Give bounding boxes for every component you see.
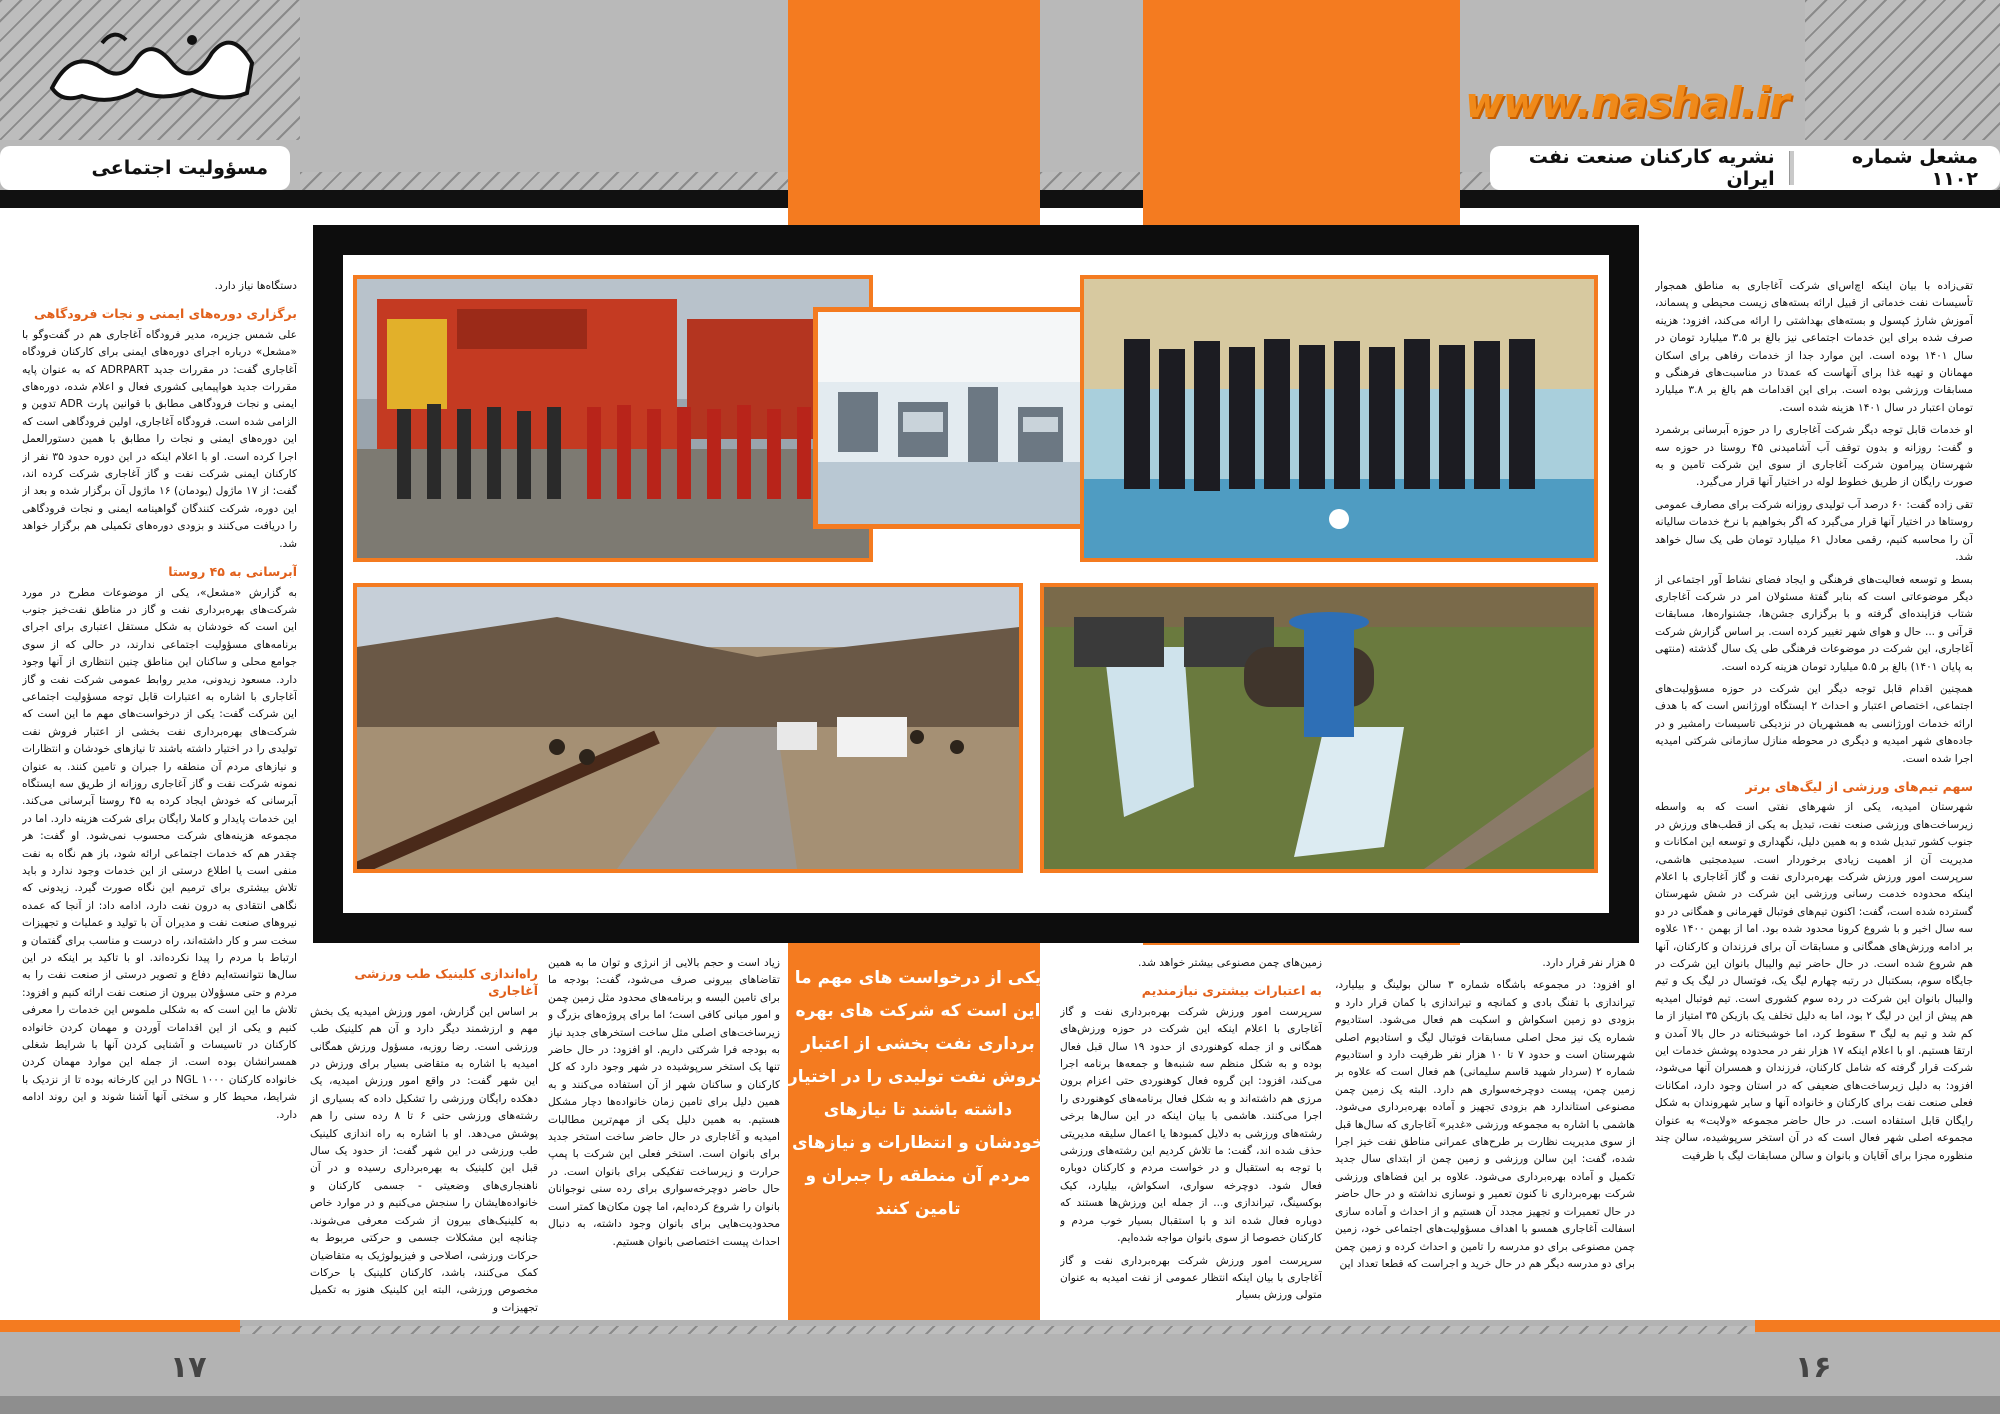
issue-bar: [1490, 146, 2000, 190]
section-title-bar: [0, 146, 290, 190]
footer-accent-right: [1755, 1320, 2000, 1332]
paragraph: تقی‌زاده با بیان اینکه اچ‌اس‌ای شرکت آغاجاری به مناطق همجوار تأسیسات نفت خدماتی از قبیل ارائه بسته‌های زیست محیطی و پسماند، آموزش شارژ کپسول و بسته‌های بهداشتی را ارائه می‌کند، افزود: هزینه صرف شده برای این خدمات اجتماعی نیز بالغ بر ۳.۵ میلیارد تومان در سال ۱۴۰۱ بوده است. این موارد جدا از خدمات رفاهی برای اسکان مهمانان و تهیه غذا برای آنهاست که عمدتا در مناسبت‌های فرهنگی و مسابقات ورزشی بوده است. برای این اقدامات هم بالغ بر ۳.۸ میلیارد تومان اعتبار در سال ۱۴۰۱ هزینه شده است.: [1655, 280, 1973, 414]
text-column-left: [22, 278, 297, 1318]
text-column-c1: [310, 955, 538, 1320]
page-number-right: ۱۶: [1795, 1350, 1832, 1385]
orange-column-left-top: [788, 0, 1040, 225]
orange-column-right-top: [1143, 0, 1460, 225]
bar-divider: [1789, 151, 1795, 185]
section-title: مسؤولیت اجتماعی: [91, 157, 268, 179]
paragraph: به گزارش «مشعل»، یکی از موضوعات مطرح در مورد شرکت‌های بهره‌برداری نفت و گاز در مناطق نفت‌خیز جنوب این است که خودشان به شکل مستقل اعتباری برای اجرای برنامه‌های مسؤولیت اجتماعی ندارند، در حالی که از سوی جوامع محلی و ساکنان این مناطق چنین انتظاری از آنها وجود دارد. مسعود زیدونی، مدیر روابط عمومی شرکت نفت و گاز آغاجاری با اشاره به اعتبارات قابل توجه مسؤولیت اجتماعی این شرکت گفت: یکی از درخواست‌های مهم ما این است که شرکت‌های بهره‌برداری نفت بخشی از اعتبار فروش نفت تولیدی را در اختیار داشته باشند تا نیازهای خودشان و انتظارات و نیازهای مردم آن منطقه را جبران و تامین کنند. به عنوان نمونه شرکت نفت و گاز آغاجاری روزانه از طریق سه ایستگاه آبرسانی که خودش ایجاد کرده به ۴۵ روستا آبرسانی می‌کند. این خدمات پایدار و کاملا رایگان برای شرکت هزینه دارد. اما در مجموعه هزینه‌های شرکت محسوب نمی‌شود. او گفت: هر چقدر هم که خدمات اجتماعی ارائه شود، باز هم نگاه به نفت منفی است یا اطلاع درستی از این خدمات وجود ندارد و باید تلاش بیشتری برای ترمیم این نگاه صورت گیرد. زیدونی که نگاهی انتقادی به درون نفت دارد، ادامه داد: از آنجا که عمده نیروهای صنعت نفت و مدیران آن با تولید و عملیات و تجهیزات سخت سر و کار داشته‌اند، راه درست و مناسب برای گفتمان و ارتباط با مردم را پیدا نکرده‌اند. او با تاکید بر اینکه در این سال‌ها نتوانسته‌ایم دفاع و تصویر درستی از صنعت نفت را به مردم و حتی مسؤولان بیرون از صنعت نفت ارائه کنیم و افزود: تلاش ما این است که به شکلی ملموس این خدمات را معرفی کنیم و یکی از این اقدامات آوردن و مهمان کردن خانواده کارکنان در تاسیسات و آشنایی کردن آنها با شرایط شغلی همسرانشان بوده است. از جمله این موارد مهمان کردن خانواده کارکنان NGL ۱۰۰۰ در این کارخانه بوده تا از نزدیک با شرایط، محیط کار و سختی آنها آشنا شوند و این روند ادامه دارد.: [22, 586, 297, 1121]
paragraph: سرپرست امور ورزش شرکت بهره‌برداری نفت و گاز آغاجاری با بیان اینکه انتظار عمومی از نفت امیدیه به عنوان متولی ورزش بسیار: [1060, 1254, 1322, 1302]
text-column-c2: [548, 955, 780, 1320]
paragraph: بر اساس این گزارش، امور ورزش امیدیه یک بخش مهم و ارزشمند دیگر دارد و آن هم کلینیک طب ورزشی است. رضا روزبه، مسؤول ورزش همگانی امیدیه با اشاره به متقاضی بسیار برای ورزش در این شهر گفت: در واقع امور ورزش امیدیه، یک دهکده رایگان ورزشی را تشکیل داده که بسیاری از رشته‌های ورزشی حتی ۶ تا ۸ رده سنی را هم پوشش می‌دهد. او با اشاره به راه اندازی کلینیک طب ورزشی در این شهر گفت: از حدود یک سال قبل این کلینیک به بهره‌برداری رسیده و در آن ناهنجاری‌های وضعیتی - جسمی کارکنان و خانواده‌هایشان را سنجش می‌کنیم و در موارد خاص به کلینیک‌های بیرون از شرکت معرفی می‌شوند. چنانچه این مشکلات جسمی و حرکتی مربوط به حرکات ورزشی، اصلاحی و فیزیولوژیک به متقاضیان کمک می‌کنند، باشد، کارکنان کلینیک با حرکات مخصوص ورزشی، البته این کلینیک هنوز به تکمیل تجهیزات و: [310, 1005, 538, 1314]
header-hatch-right: [1805, 0, 2000, 140]
subheading: آبرسانی به ۴۵ روستا: [168, 564, 297, 580]
footer-bottom-band: [0, 1396, 2000, 1414]
header-hatch-strip-mid: [1040, 172, 1140, 190]
publication-name: نشریه کارکنان صنعت نفت ایران: [1528, 146, 1775, 190]
subheading: برگزاری دوره‌های ایمنی و نجات فرودگاهی: [33, 306, 297, 322]
subheading: راه‌اندازی کلینیک طب ورزشی آغاجاری: [354, 966, 538, 999]
footer-accent-left: [0, 1320, 240, 1332]
text-column-c4: [1335, 955, 1635, 1320]
paragraph: زمین‌های چمن مصنوعی بیشتر خواهد شد.: [1138, 957, 1322, 969]
photo-women-team: [1080, 275, 1598, 562]
pull-quote: یکی از درخواست های مهم ما این است که شرکت های بهره برداری نفت بخشی از اعتبار فروش نفت تولیدی را در اختیار داشته باشند تا نیازهای خودشان و انتظارات و نیازهای مردم آن منطقه را جبران و تامین کنند: [788, 968, 1048, 1219]
header-hatch-strip-left: [300, 172, 788, 190]
website-url: www.nashal.ir: [1465, 78, 1789, 127]
page-number-left: ۱۷: [170, 1350, 207, 1385]
paragraph: دستگاه‌ها نیاز دارد.: [214, 280, 297, 292]
paragraph: شهرستان امیدیه، یکی از شهرهای نفتی است که به واسطه زیرساخت‌های ورزشی صنعت نفت، تبدیل به یکی از قطب‌های ورزش در جنوب کشور تبدیل شده و به همین دلیل، نگهداری و توسعه این امکانات و مدیریت آن از اهمیت زیادی برخوردار است. سیدمجتبی هاشمی، سرپرست امور ورزش شرکت بهره‌برداری نفت و گاز آغاجاری با اعلام اینکه محدوده خدمت رسانی ورزشی این شرکت در شش شهرستان گسترده شده است، گفت: اکنون تیم‌های فوتبال قهرمانی و همگانی در دو سه سال اخیر و با شروع کرونا محدود شده بود. اما از بهمن ۱۴۰۰ علاوه بر ادامه ورزش‌های همگانی و مسابقات آن برای فرزندان و کارکنان، آنها هم شروع شده است. در حال حاضر تیم والیبال بانوان این شرکت در جایگاه سوم، بسکتبال در رتبه چهارم لیگ یک، فوتسال در لیگ یک و تیم والیبال بانوان این شرکت در رده سوم کشوری است. تیم فوتبال امیدیه هم پیش از این در لیگ ۲ بود، اما به دلیل تخلف یک بازیکن ۳۵ امتیاز از ما کم شد و تیم به لیگ ۳ سقوط کرد، اما خوشبختانه در حال بالا آمدن و ارتقا هستیم. او با اعلام اینکه ۱۷ هزار نفر در محدوده پوشش خدمات این شرکت قرار گرفته که شامل کارکنان، فرزندان و همسران آنها می‌شود، افزود: به دلیل زیرساخت‌های ضعیفی که در استان وجود دارد، امکانات فعلی صنعت نفت برای کارکنان و خانواده آنها و سایر شهروندان به شکل رایگان قابل استفاده است. در حال حاضر مجموعه «ولایت» به عنوان مجموعه اصلی شهر فعال است که در آن استخر سرپوشیده، سالن چند منظوره مجزا برای آقایان و بانوان و سالن مسابقات لیگ با ظرفیت: [1655, 801, 1973, 1162]
paragraph: او افزود: در مجموعه باشگاه شماره ۳ سالن بولینگ و بیلیارد، تیراندازی با تفنگ بادی و کمانچه و تیراندازی با کمان قرار دارد و بزودی دو زمین اسکواش و اسکیت هم فعال می‌شود. استادیوم شماره یک نیز محل اصلی مسابقات فوتبال لیگ و استادیوم اصلی شهرستان است و حدود ۷ تا ۱۰ هزار نفر ظرفیت دارد و استادیوم شماره ۲ (سردار شهید قاسم سلیمانی) هم فعال است که علاوه بر زمین چمن، پیست دوچرخه‌سواری هم دارد. البته یک زمین چمن مصنوعی استاندارد هم بزودی تجهیز و آماده بهره‌برداری می‌شود. هاشمی با اشاره به مجموعه ورزشی «غدیر» آغاجاری که سال‌ها قبل از سوی مدیریت نظارت بر طرح‌های عمرانی مناطق نفت خیز اجرا شده، گفت: این سالن ورزشی و زمین چمن از ابتدای سال جدید تکمیل و آماده بهره‌برداری می‌شود. علاوه بر این فضاهای ورزشی شرکت بهره‌برداری نا کنون تعمیر و نوسازی نداشته و در حال حاضر در حال تعمیرات و تجهیز مجدد آن هستیم و از احداث و آماده سازی اسفالت آغاجاری همسو با اهداف مسؤولیت‌های اجتماعی خود، زمین چمن مصنوعی برای دو مدرسه را تامین و احداث کرده و زمین چمن برای دو مدرسه دیگر هم در حال خرید و اجراست که قطعا تعداد این: [1335, 979, 1635, 1270]
photo-gym: [813, 307, 1093, 529]
subheading: به اعتبارات بیشتری نیازمندیم: [1141, 983, 1322, 999]
photo-firefighters: [353, 275, 873, 562]
subheading: سهم تیم‌های ورزشی از لیگ‌های برتر: [1745, 778, 1973, 794]
paragraph: سرپرست امور ورزش شرکت بهره‌برداری نفت و گاز آغاجاری با اعلام اینکه این شرکت در حوزه ورزش‌های همگانی و از جمله کوهنوردی از حدود ۱۹ سال قبل فعال بوده و به شکل منظم سه شنبه‌ها و جمعه‌ها برنامه اجرا می‌کند، افزود: این گروه فعال کوهنوردی حتی اعزام برون مرزی هم داشته‌اند و به شکل فعال برنامه‌های کوهنوردی را اجرا می‌کنند. هاشمی با بیان اینکه در این سال‌ها برخی رشته‌های ورزشی به دلایل کمبودها یا اعمال سلیقه مدیریتی حذف شده اند، گفت: ما تلاش کردیم این رشته‌های ورزشی با توجه به استقبال و در خواست مردم و کارکنان دوباره فعال شود. دوچرخه سواری، اسکواش، بیلیارد، کیک بوکسینگ، تیراندازی و... از جمله این ورزش‌ها هستند که دوباره فعال شده اند و با استقبال بسیار خوب مردم و کارکنان خصوصا از سوی بانوان مواجه شده‌ایم.: [1060, 1005, 1322, 1245]
paragraph: علی شمس جزیره، مدیر فرودگاه آغاجاری هم در گفت‌وگو با «مشعل» درباره اجرای دوره‌های ایمنی برای کارکنان فرودگاه آغاجاری گفت: در مقررات جدید ADRPART که به عنوان پایه مقررات جدید هواپیمایی کشوری فعال و اعلام شده، دوره‌های ایمنی و نجات فرودگاهی مطابق با قوانین پارت ADR تدوین و الزامی شده است. فرودگاه آغاجاری، اولین فرودگاهی است که این دوره‌های ایمنی و نجات را مطابق با همین دستورالعمل اجرا کرده است. او با اعلام اینکه در این دوره حدود ۳۵ نفر از کارکنان ایمنی شرکت نفت و گاز آغاجاری شرکت کرده اند، گفت: از ۱۷ ماژول (یودمان) ۱۶ ماژول آن برگزار شده و بعد از این دوره، شرکت کنندگان گواهینامه ایمنی و نجات فرودگاهی را دریافت می‌کنند و بزودی دوره‌های تکمیلی هم برگزار خواهد شد.: [22, 328, 297, 550]
photo-water-valve: [1040, 583, 1598, 873]
paragraph: بسط و توسعه فعالیت‌های فرهنگی و ایجاد فضای نشاط آور اجتماعی از دیگر موضوعاتی است که بنا‌بر گفتهٔ مسئولان امر در شرکت آغاجاری شتاب فزاینده‌ای گرفته و با برگزاری جشن‌ها، جشنواره‌ها، مسابقات قرآنی و ... حال و هوای شهر تغییر کرده است. بر اساس گزارش شرکت آغاجاری، این شرکت در موضوعات فرهنگی طی یک سال گذشته (منتهی به پایان ۱۴۰۱) بالغ بر ۵.۵ میلیارد تومان هزینه کرده است.: [1655, 573, 1973, 673]
paragraph: او خدمات قابل توجه دیگر شرکت آغاجاری را در حوزه آبرسانی برشمرد و گفت: روزانه و بدون توقف آب آشامیدنی ۴۵ روستا در حوزه سه شهرستان پیرامون شرکت آغاجاری از سوی این شرکت تامین و به صورت رایگان از طریق خطوط لوله در اختیار آنها قرار می‌گیرد.: [1655, 424, 1973, 489]
footer-hatch: [240, 1326, 1755, 1334]
paragraph: زیاد است و حجم بالایی از انرژی و توان ما به همین تقاضاهای بیرونی صرف می‌شود، گفت: بودجه ما برای تامین البسه و برنامه‌های محدود مثل زمین چمن و امور میانی کافی است؛ اما برای پروژه‌های بزرگ و زیرساخت‌های اصلی مثل ساخت استخرهای جدید نیاز به بودجه فرا شرکتی داریم. او افزود: در حال حاضر تنها یک استخر سرپوشیده در شهر وجود دارد که کل کارکنان و ساکنان شهر از آن استفاده می‌کنند و به همین دلیل برای تامین زمان خانواده‌ها دچار مشکل هستیم. به همین دلیل یکی از مهم‌ترین مطالبات امیدیه و آغاجاری در حال حاضر ساخت استخر جدید برای بانوان است. استخر فعلی این شرکت با پمپ حرارت و زیرساخت تفکیکی برای بانوان است. در حال حاضر دوچرخه‌سواری برای رده سنی نوجوانان بانوان را شروع کرده‌ایم، اما چون مکان‌ها کمتر است محدودیت‌هایی برای بانوان وجود داشته، به دنبال احداث پیست اختصاصی بانوان هستیم.: [548, 957, 780, 1248]
paragraph: تقی زاده گفت: ۶۰ درصد آب تولیدی روزانه شرکت برای مصارف عمومی روستاها در اختیار آنها قرار می‌گیرد که اگر بخواهیم با نرخ خدمات سالیانه آن را محاسبه کنیم، رقمی معادل ۶۱ میلیارد تومان طی یک سال خواهد شد.: [1655, 498, 1973, 564]
photo-road-pipeline: [353, 583, 1023, 873]
logo: [42, 18, 262, 113]
paragraph: همچنین اقدام قابل توجه دیگر این شرکت در حوزه مسؤولیت‌های اجتماعی، اختصاص اعتبار و احداث ۲ ایستگاه اورژانس است که با هدف ارائه خدمات اورژانسی به همشهریان در نزدیکی تاسیسات رامشیر و در جاده‌های شهر امیدیه و دیگری در محوطه منازل سازمانی شرکتی امیدیه اجرا شده است.: [1655, 682, 1973, 765]
issue-number: مشعل شماره ۱۱۰۲: [1851, 146, 1978, 190]
text-column-right: [1655, 278, 1973, 1318]
paragraph: ۵ هزار نفر قرار دارد.: [1542, 957, 1635, 969]
text-column-c3: [1060, 955, 1322, 1320]
